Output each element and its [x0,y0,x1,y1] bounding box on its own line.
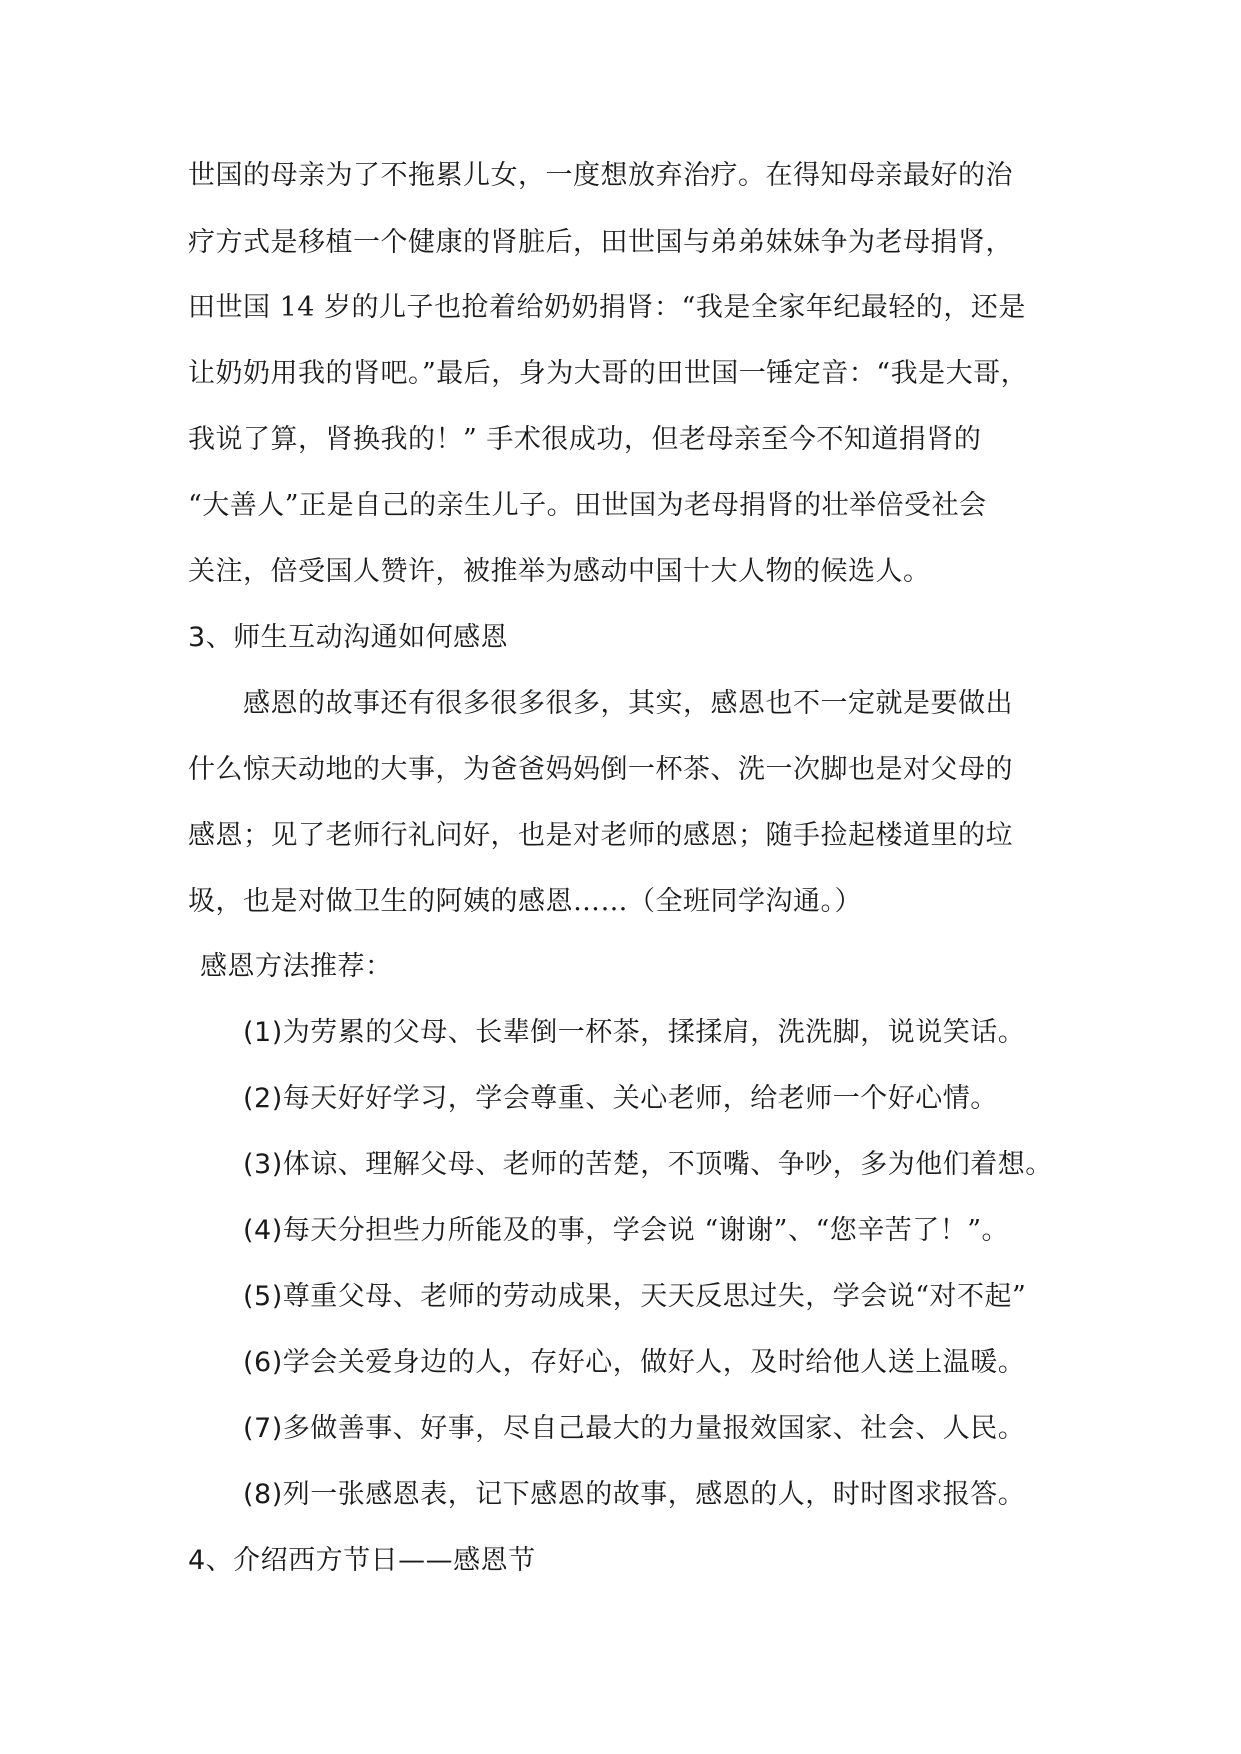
list-item [243,1145,1053,1185]
list-item-number: (5) [243,1281,283,1312]
list-item-number: (4) [243,1215,283,1246]
list-item-text: 为劳累的父母、长辈倒一杯茶，揉揉肩，洗洗脚，说说笑话。 [282,1017,1026,1048]
list-item-text: 每天分担些力所能及的事，学会说 “谢谢”、“您辛苦了！”。 [282,1215,1010,1246]
list-item-number: (7) [243,1413,283,1444]
paragraph-line: 疗方式是移植一个健康的肾脏后，田世国与弟弟妹妹争为老母捐肾， [188,227,1013,258]
methods-title: 感恩方法推荐： [200,951,393,982]
list-item-text: 学会关爱身边的人，存好心，做好人，及时给他人送上温暖。 [282,1347,1026,1378]
paragraph-line: “大善人”正是自己的亲生儿子。田世国为老母捐肾的壮举倍受社会 [188,490,987,521]
list-item [243,1343,1025,1383]
list-item [243,1475,1025,1515]
list-item-number: (3) [243,1149,283,1180]
section-4-heading: 4、介绍西方节日——感恩节 [188,1545,536,1576]
list-item-text: 列一张感恩表，记下感恩的故事，感恩的人，时时图求报答。 [282,1479,1026,1510]
list-item-text: 多做善事、好事，尽自己最大的力量报效国家、社会、人民。 [282,1413,1026,1444]
paragraph-line: 关注，倍受国人赞许，被推举为感动中国十大人物的候选人。 [188,556,931,587]
list-item [243,1211,1009,1251]
paragraph-line: 让奶奶用我的肾吧。”最后，身为大哥的田世国一锤定音：“我是大哥， [188,358,1029,389]
list-item [243,1409,1025,1449]
list-item [243,1277,1026,1317]
list-item-text: 体谅、理解父母、老师的苦楚，不顶嘴、争吵，多为他们着想。 [282,1149,1053,1180]
paragraph-line: 田世国 14 岁的儿子也抢着给奶奶捐肾：“我是全家年纪最轻的，还是 [188,292,1026,323]
paragraph-line: 感恩的故事还有很多很多很多，其实，感恩也不一定就是要做出 [243,688,1013,719]
list-item-number: (6) [243,1347,283,1378]
paragraph-line: 世国的母亲为了不拖累儿女，一度想放弃治疗。在得知母亲最好的治 [188,160,1013,191]
list-item-number: (2) [243,1083,283,1114]
list-item [243,1079,998,1119]
list-item-text: 每天好好学习，学会尊重、关心老师，给老师一个好心情。 [282,1083,998,1114]
list-item-text: 尊重父母、老师的劳动成果，天天反思过失，学会说“对不起” [282,1281,1027,1312]
paragraph-line: 圾，也是对做卫生的阿姨的感恩……（全班同学沟通。） [188,886,862,917]
paragraph-line: 什么惊天动地的大事，为爸爸妈妈倒一杯茶、洗一次脚也是对父母的 [188,754,1013,785]
paragraph-line: 感恩；见了老师行礼问好，也是对老师的感恩；随手捡起楼道里的垃 [188,820,1013,851]
section-3-heading: 3、师生互动沟通如何感恩 [188,622,509,653]
list-item [243,1013,1025,1053]
paragraph-line: 我说了算，肾换我的！” 手术很成功，但老母亲至今不知道捐肾的 [188,424,982,455]
list-item-number: (8) [243,1479,283,1510]
list-item-number: (1) [243,1017,283,1048]
